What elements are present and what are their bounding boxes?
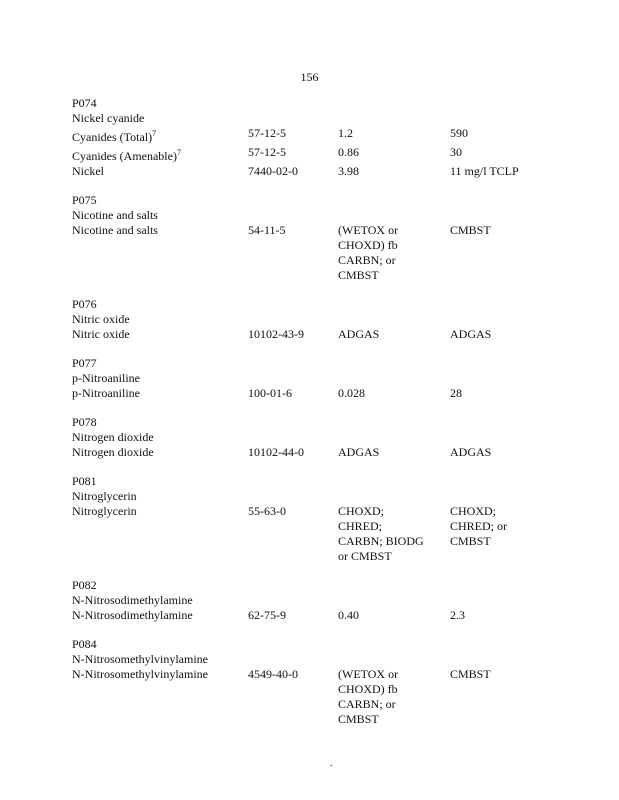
wastewater-standard-line: CMBST (338, 268, 379, 282)
page-number: 156 (300, 70, 319, 84)
waste-code: P077 (72, 356, 97, 370)
table-row (72, 608, 552, 623)
nonwastewater-standard (450, 223, 550, 283)
wastewater-standard-line: CHOXD) fb (338, 238, 398, 252)
waste-code-group (72, 96, 552, 179)
constituent-cell (72, 386, 248, 401)
wastewater-standard-line: or CMBST (338, 549, 392, 563)
wastewater-standard (338, 667, 450, 727)
nonwastewater-standard-line: 28 (450, 386, 462, 400)
waste-code-list (72, 96, 552, 741)
constituent-name: Nitric oxide (72, 327, 130, 341)
waste-description: Nicotine and salts (72, 208, 158, 222)
wastewater-standard-line: CMBST (338, 712, 379, 726)
constituent-name: Cyanides (Amenable) (72, 149, 177, 163)
wastewater-standard-line: 1.2 (338, 126, 353, 140)
wastewater-standard-line: (WETOX or (338, 667, 399, 681)
cas-number: 57-12-5 (248, 126, 286, 140)
waste-code: P076 (72, 297, 97, 311)
wastewater-standard-line: ADGAS (338, 445, 380, 459)
table-row (72, 445, 552, 460)
wastewater-standard-line: 3.98 (338, 164, 359, 178)
constituent-cell (72, 126, 248, 145)
waste-description: Nickel cyanide (72, 111, 145, 125)
waste-code: P078 (72, 415, 97, 429)
wastewater-standard-line: ADGAS (338, 327, 380, 341)
cas-number: 57-12-5 (248, 145, 286, 159)
waste-code: P081 (72, 474, 97, 488)
nonwastewater-standard-line: 590 (450, 126, 468, 140)
constituent-cell (72, 608, 248, 623)
wastewater-standard (338, 386, 450, 401)
wastewater-standard (338, 327, 450, 342)
nonwastewater-standard-line: CMBST (450, 667, 491, 681)
constituent-name: Nitrogen dioxide (72, 445, 154, 459)
wastewater-standard-line: 0.40 (338, 608, 359, 622)
table-row (72, 504, 552, 564)
nonwastewater-standard (450, 145, 550, 164)
waste-code: P082 (72, 578, 97, 592)
nonwastewater-standard (450, 608, 550, 623)
nonwastewater-standard (450, 164, 550, 179)
nonwastewater-standard (450, 504, 550, 564)
wastewater-standard-line: CARBN; or (338, 697, 396, 711)
constituent-cell (72, 164, 248, 179)
wastewater-standard-line: CHOXD) fb (338, 682, 398, 696)
nonwastewater-standard (450, 386, 550, 401)
nonwastewater-standard-line: ADGAS (450, 327, 492, 341)
nonwastewater-standard-line: CHRED; or (450, 519, 507, 533)
wastewater-standard-line: CARBN; BIODG (338, 534, 424, 548)
waste-description: Nitric oxide (72, 312, 130, 326)
constituent-cell (72, 667, 248, 727)
waste-code: P074 (72, 96, 97, 110)
wastewater-standard-line: 0.028 (338, 386, 365, 400)
constituent-name: N-Nitrosomethylvinylamine (72, 667, 208, 681)
cas-number: 100-01-6 (248, 386, 292, 400)
table-row (72, 386, 552, 401)
waste-description: N-Nitrosodimethylamine (72, 593, 193, 607)
constituent-name: Cyanides (Total) (72, 130, 153, 144)
table-row (72, 164, 552, 179)
cas-number: 54-11-5 (248, 223, 286, 237)
wastewater-standard-line: CARBN; or (338, 253, 396, 267)
waste-code-group (72, 415, 552, 460)
constituent-cell (72, 223, 248, 283)
nonwastewater-standard-line: CMBST (450, 534, 491, 548)
cas-number: 10102-43-9 (248, 327, 304, 341)
nonwastewater-standard (450, 126, 550, 145)
wastewater-standard (338, 608, 450, 623)
nonwastewater-standard (450, 327, 550, 342)
nonwastewater-standard (450, 445, 550, 460)
table-row (72, 667, 552, 727)
table-row (72, 223, 552, 283)
constituent-cell (72, 504, 248, 564)
wastewater-standard-line: CHRED; (338, 519, 383, 533)
waste-code-group (72, 356, 552, 401)
constituent-name: Nickel (72, 164, 104, 178)
cas-number: 55-63-0 (248, 504, 286, 518)
table-row (72, 126, 552, 145)
wastewater-standard (338, 504, 450, 564)
nonwastewater-standard-line: 11 mg/l TCLP (450, 164, 519, 178)
constituent-cell (72, 445, 248, 460)
cas-number: 4549-40-0 (248, 667, 298, 681)
waste-description: Nitrogen dioxide (72, 430, 154, 444)
footer-mark: . (330, 758, 333, 769)
nonwastewater-standard (450, 667, 550, 727)
nonwastewater-standard-line: 30 (450, 145, 462, 159)
wastewater-standard (338, 223, 450, 283)
cas-number: 62-75-9 (248, 608, 286, 622)
constituent-name: Nitroglycerin (72, 504, 137, 518)
waste-code: P075 (72, 193, 97, 207)
constituent-name: N-Nitrosodimethylamine (72, 608, 193, 622)
nonwastewater-standard-line: CMBST (450, 223, 491, 237)
waste-code-group (72, 474, 552, 564)
waste-code-group (72, 637, 552, 727)
waste-code-group (72, 578, 552, 623)
constituent-name: p-Nitroaniline (72, 386, 140, 400)
wastewater-standard-line: (WETOX or (338, 223, 399, 237)
nonwastewater-standard-line: 2.3 (450, 608, 465, 622)
nonwastewater-standard-line: CHOXD; (450, 504, 497, 518)
waste-description: N-Nitrosomethylvinylamine (72, 652, 208, 666)
wastewater-standard (338, 126, 450, 145)
wastewater-standard (338, 164, 450, 179)
wastewater-standard (338, 445, 450, 460)
table-row (72, 327, 552, 342)
wastewater-standard-line: 0.86 (338, 145, 359, 159)
nonwastewater-standard-line: ADGAS (450, 445, 492, 459)
table-row (72, 145, 552, 164)
waste-code-group (72, 193, 552, 283)
constituent-name: Nicotine and salts (72, 223, 158, 237)
wastewater-standard (338, 145, 450, 164)
waste-description: Nitroglycerin (72, 489, 137, 503)
waste-code: P084 (72, 637, 97, 651)
waste-description: p-Nitroaniline (72, 371, 140, 385)
constituent-cell (72, 145, 248, 164)
cas-number: 10102-44-0 (248, 445, 304, 459)
cas-number: 7440-02-0 (248, 164, 298, 178)
wastewater-standard-line: CHOXD; (338, 504, 385, 518)
waste-code-group (72, 297, 552, 342)
footnote-marker: 7 (152, 129, 157, 138)
constituent-cell (72, 327, 248, 342)
footnote-marker: 7 (176, 148, 181, 157)
